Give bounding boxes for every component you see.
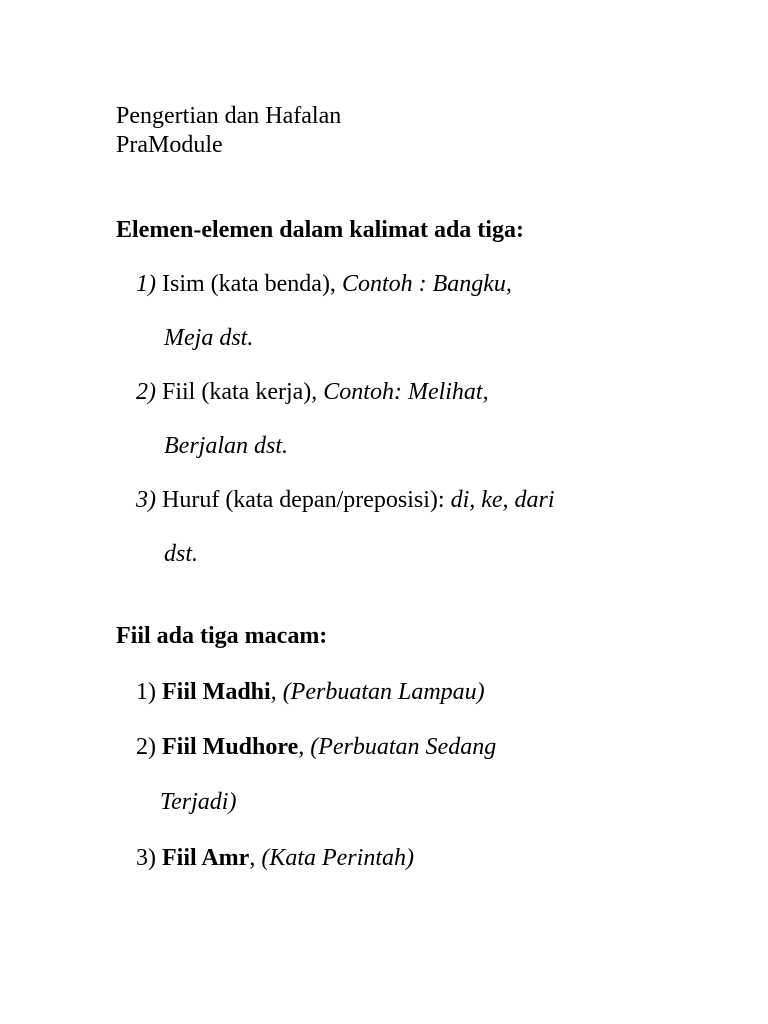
item-example: di, ke, dari	[450, 487, 555, 513]
element-item-3-example-cont: dst.	[164, 541, 199, 567]
item-example: Contoh: Melihat,	[323, 379, 489, 405]
element-item-2	[136, 380, 489, 404]
fiil-desc: (Perbuatan Sedang	[310, 734, 497, 760]
item-number: 3)	[136, 845, 156, 871]
fiil-item-3	[136, 846, 414, 870]
section1-heading: Elemen-elemen dalam kalimat ada tiga:	[116, 217, 524, 243]
item-text: Huruf (kata depan/preposisi):	[162, 487, 445, 513]
element-item-2-example-cont: Berjalan dst.	[164, 433, 288, 459]
comma: ,	[249, 845, 256, 871]
fiil-desc: (Kata Perintah)	[261, 845, 414, 871]
fiil-desc: (Perbuatan Lampau)	[282, 679, 485, 705]
item-number: 1)	[136, 271, 156, 297]
fiil-name: Fiil Amr	[162, 845, 250, 871]
item-text: Isim (kata benda),	[162, 271, 336, 297]
section2-heading: Fiil ada tiga macam:	[116, 623, 328, 649]
item-example: Contoh : Bangku,	[341, 271, 512, 297]
element-item-3	[136, 488, 555, 512]
title-line-1: Pengertian dan Hafalan	[116, 103, 342, 129]
item-text: Fiil (kata kerja),	[162, 379, 318, 405]
item-number: 1)	[136, 679, 156, 705]
comma: ,	[298, 734, 305, 760]
item-number: 2)	[136, 734, 156, 760]
fiil-item-2-desc-cont: Terjadi)	[160, 789, 237, 815]
fiil-item-1	[136, 680, 485, 704]
item-number: 2)	[136, 379, 156, 405]
element-item-1-example-cont: Meja dst.	[164, 325, 254, 351]
comma: ,	[270, 679, 277, 705]
fiil-item-2	[136, 735, 496, 759]
title-line-2: PraModule	[116, 132, 223, 158]
element-item-1	[136, 272, 512, 296]
item-number: 3)	[136, 487, 156, 513]
fiil-name: Fiil Mudhore	[162, 734, 299, 760]
fiil-name: Fiil Madhi	[162, 679, 271, 705]
